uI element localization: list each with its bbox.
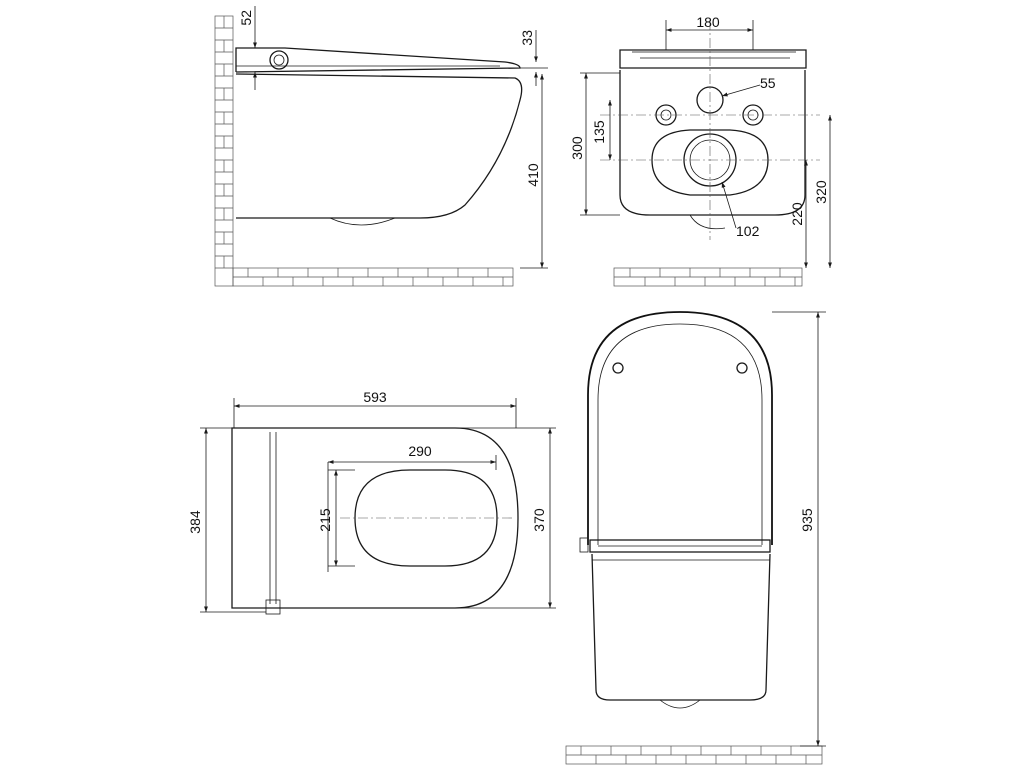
dim-bolt-spacing: 180: [696, 14, 720, 30]
floor-hatch: [233, 268, 513, 286]
dim-bowl-width: 370: [531, 508, 547, 532]
top-view: [187, 389, 556, 614]
dim-outlet-diameter: 102: [736, 223, 760, 239]
dim-bowl-height: 410: [525, 163, 541, 187]
dim-open-lid-height: 935: [799, 508, 815, 532]
rear-view: [569, 14, 830, 286]
dim-length: 593: [363, 389, 387, 405]
dim-outlet-height: 220: [789, 202, 805, 226]
wall-hatch: [215, 16, 233, 286]
dim-inlet-diameter: 55: [760, 75, 776, 91]
dim-seat-height: 33: [519, 30, 535, 46]
floor-hatch: [566, 746, 822, 764]
front-view: [566, 312, 826, 764]
dim-outlet-height-total: 300: [569, 136, 585, 160]
dim-total-width: 384: [187, 510, 203, 534]
dim-inlet-offset: 135: [591, 120, 607, 144]
dim-opening-width: 215: [317, 508, 333, 532]
dim-opening-length: 290: [408, 443, 432, 459]
dim-bolt-height: 320: [813, 180, 829, 204]
floor-hatch: [614, 268, 802, 286]
dim-lid-height: 52: [238, 10, 254, 26]
side-view: [215, 6, 548, 286]
